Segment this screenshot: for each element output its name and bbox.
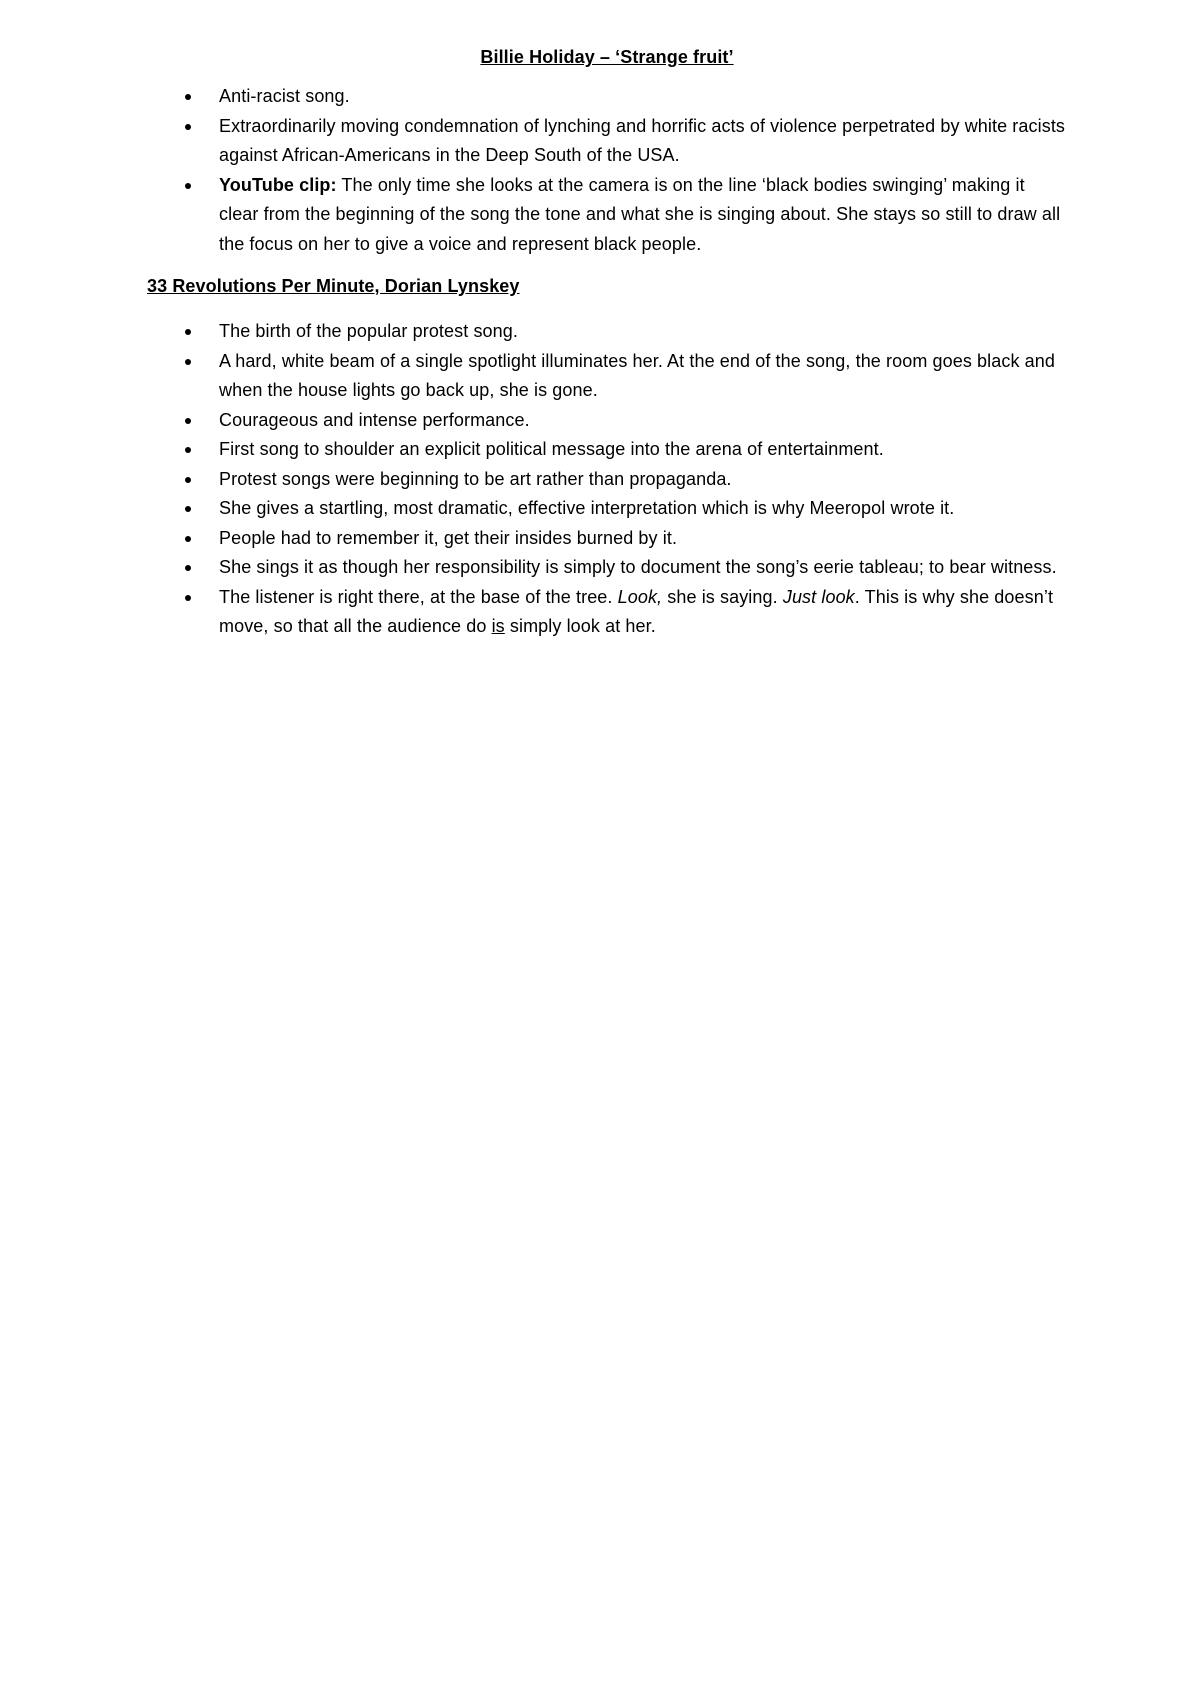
list-item: [147, 317, 1067, 347]
list-item: [147, 406, 1067, 436]
italic-text: Just look: [782, 586, 855, 607]
bullet-text: Anti-racist song.: [219, 86, 350, 106]
italic-text: Look,: [617, 586, 663, 607]
list-item: [147, 494, 1067, 524]
bullet-icon: [185, 477, 191, 483]
bullet-icon: [185, 418, 191, 424]
list-item: [147, 524, 1067, 554]
bullet-text-part: she is saying.: [662, 586, 783, 607]
list-item: [147, 347, 1067, 406]
document-title: Billie Holiday – ‘Strange fruit’: [480, 47, 734, 67]
bullet-icon: [185, 329, 191, 335]
bullet-text-part: The listener is right there, at the base of the tree.: [219, 586, 618, 607]
bullet-text: Extraordinarily moving condemnation of lynching and horrific acts of violence perpetrated by white racists against African-Americans in the Deep South of the USA.: [219, 115, 1066, 165]
bullet-icon: [185, 536, 191, 542]
bullet-text: First song to shoulder an explicit political message into the arena of entertainment.: [219, 439, 884, 459]
bullet-text: Courageous and intense performance.: [219, 409, 530, 430]
list-item: [147, 583, 1067, 642]
bullet-icon: [185, 94, 191, 100]
bullet-label: YouTube clip:: [219, 174, 337, 195]
bullet-icon: [185, 595, 191, 601]
bullet-icon: [185, 447, 191, 453]
bullet-text: The birth of the popular protest song.: [219, 321, 518, 341]
section1-bullet-list: [147, 82, 1067, 259]
section2-bullet-list: [147, 317, 1067, 642]
bullet-text: She sings it as though her responsibility is simply to document the song’s eerie tableau; to bear witness.: [219, 557, 1057, 577]
bullet-icon: [185, 359, 191, 365]
bullet-text: People had to remember it, get their insides burned by it.: [219, 527, 678, 548]
underlined-text: is: [491, 616, 505, 636]
bullet-icon: [185, 183, 191, 189]
document-body: [147, 44, 1067, 642]
list-item: [147, 553, 1067, 583]
bullet-icon: [185, 506, 191, 512]
bullet-text: The only time she looks at the camera is on the line ‘black bodies swinging’ making it clear from the beginning of the song the tone and what she is singing about. She stays so still to draw all the focus on her to give a voice and represent black people.: [219, 174, 1061, 254]
section-heading: 33 Revolutions Per Minute, Dorian Lynskey: [147, 276, 520, 296]
list-item: [147, 171, 1067, 260]
bullet-icon: [185, 124, 191, 130]
bullet-text: A hard, white beam of a single spotlight illuminates her. At the end of the song, the room goes black and when the house lights go back up, she is gone.: [219, 350, 1056, 400]
bullet-text: Protest songs were beginning to be art rather than propaganda.: [219, 468, 732, 489]
bullet-text: She gives a startling, most dramatic, effective interpretation which is why Meeropol wrote it.: [219, 498, 955, 518]
list-item: [147, 435, 1067, 465]
bullet-text-part: simply look at her.: [504, 616, 656, 636]
bullet-text-part: . This is why she doesn’t move, so that all the audience do: [219, 586, 1054, 636]
list-item: [147, 82, 1067, 112]
bullet-icon: [185, 565, 191, 571]
list-item: [147, 112, 1067, 171]
list-item: [147, 465, 1067, 495]
